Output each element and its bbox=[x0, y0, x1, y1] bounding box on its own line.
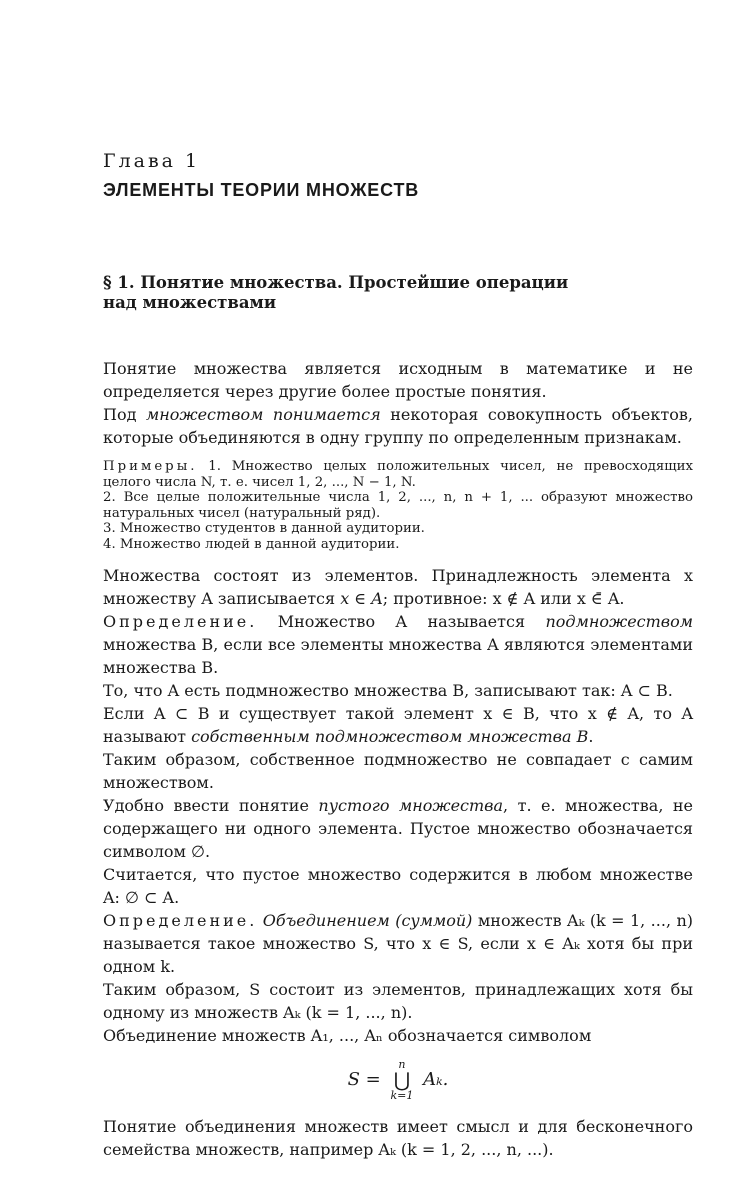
example-3: 3. Множество студентов в данной аудитории. bbox=[103, 521, 425, 536]
paragraph-5: Если A ⊂ B и существует такой элемент x ∈ B, что x ∉ A, то A называют собственным подмножеством множества B. bbox=[103, 704, 693, 746]
union-lower-limit: k=1 bbox=[390, 1089, 414, 1102]
example-1: Примеры. 1. Множество целых положительных чисел, не превосходящих целого числа N, т. е. чисел 1, 2, ..., N − 1, N. bbox=[103, 459, 693, 490]
section-title bbox=[103, 273, 693, 313]
formula-rhs: Aₖ. bbox=[423, 1069, 449, 1090]
union-formula bbox=[103, 1059, 693, 1101]
term-empty-set: пустого множества bbox=[318, 796, 504, 815]
chapter-label: Глава 1 bbox=[103, 150, 201, 172]
paragraph-9: Таким образом, S состоит из элементов, принадлежащих хотя бы одному из множеств Aₖ (k = 1, ..., n). bbox=[103, 980, 693, 1022]
union-symbol-icon: ⋃ bbox=[393, 1068, 411, 1092]
chapter-title: ЭЛЕМЕНТЫ ТЕОРИИ МНОЖЕСТВ bbox=[103, 180, 420, 200]
term-subset: подмножеством bbox=[545, 612, 693, 631]
examples-block bbox=[103, 459, 693, 552]
term-set: множеством понимается bbox=[145, 405, 381, 424]
section-title-line2: над множествами bbox=[103, 293, 277, 312]
paragraph-7: Удобно ввести понятие пустого множества, т. е. множества, не содержащего ни одного элемента. Пустое множество обозначается символом ∅. bbox=[103, 796, 694, 861]
definition-label-2: Определение. bbox=[103, 911, 258, 930]
paragraph-3: Множества состоят из элементов. Принадлежность элемента x множеству A записывается x ∈ A; противное: x ∉ A или x ∈̄ A. bbox=[103, 566, 693, 608]
paragraph-8: Считается, что пустое множество содержится в любом множестве A: ∅ ⊂ A. bbox=[103, 865, 693, 907]
paragraph-6: Таким образом, собственное подмножество не совпадает с самим множеством. bbox=[103, 750, 693, 792]
definition-union: Определение. Объединением (суммой) множеств Aₖ (k = 1, ..., n) называется такое множество S, что x ∈ S, если x ∈ Aₖ хотя бы при одном k. bbox=[103, 911, 693, 976]
section-title-line1: § 1. Понятие множества. Простейшие операции bbox=[103, 273, 569, 292]
definition-subset: Определение. Множество A называется подмножеством множества B, если все элементы множества A являются элементами множества B. bbox=[103, 612, 693, 677]
body-text bbox=[103, 357, 693, 1161]
example-4: 4. Множество людей в данной аудитории. bbox=[103, 536, 400, 552]
union-upper-limit: n bbox=[398, 1058, 406, 1071]
definition-label: Определение. bbox=[103, 612, 258, 631]
term-union: Объединением (суммой) bbox=[262, 911, 473, 930]
formula-lhs: S = bbox=[347, 1069, 381, 1090]
paragraph-4: То, что A есть подмножество множества B, записывают так: A ⊂ B. bbox=[103, 681, 673, 700]
union-operator bbox=[390, 1059, 413, 1101]
paragraph-11: Понятие объединения множеств имеет смысл и для бесконечного семейства множеств, например Aₖ (k = 1, 2, ..., n, ...). bbox=[103, 1117, 693, 1159]
term-proper-subset: собственным подмножеством множества B bbox=[191, 727, 589, 746]
example-2: 2. Все целые положительные числа 1, 2, ..., n, n + 1, ... образуют множество натуральных чисел (натуральный ряд). bbox=[103, 490, 693, 521]
paragraph-10: Объединение множеств A₁, ..., Aₙ обозначается символом bbox=[103, 1026, 592, 1045]
paragraph-2: Под множеством понимается некоторая совокупность объектов, которые объединяются в одну группу по определенным признакам. bbox=[103, 405, 693, 447]
paragraph-1: Понятие множества является исходным в математике и не определяется через другие более простые понятия. bbox=[103, 359, 693, 401]
examples-label: Примеры. bbox=[103, 459, 198, 474]
page bbox=[103, 150, 693, 1161]
